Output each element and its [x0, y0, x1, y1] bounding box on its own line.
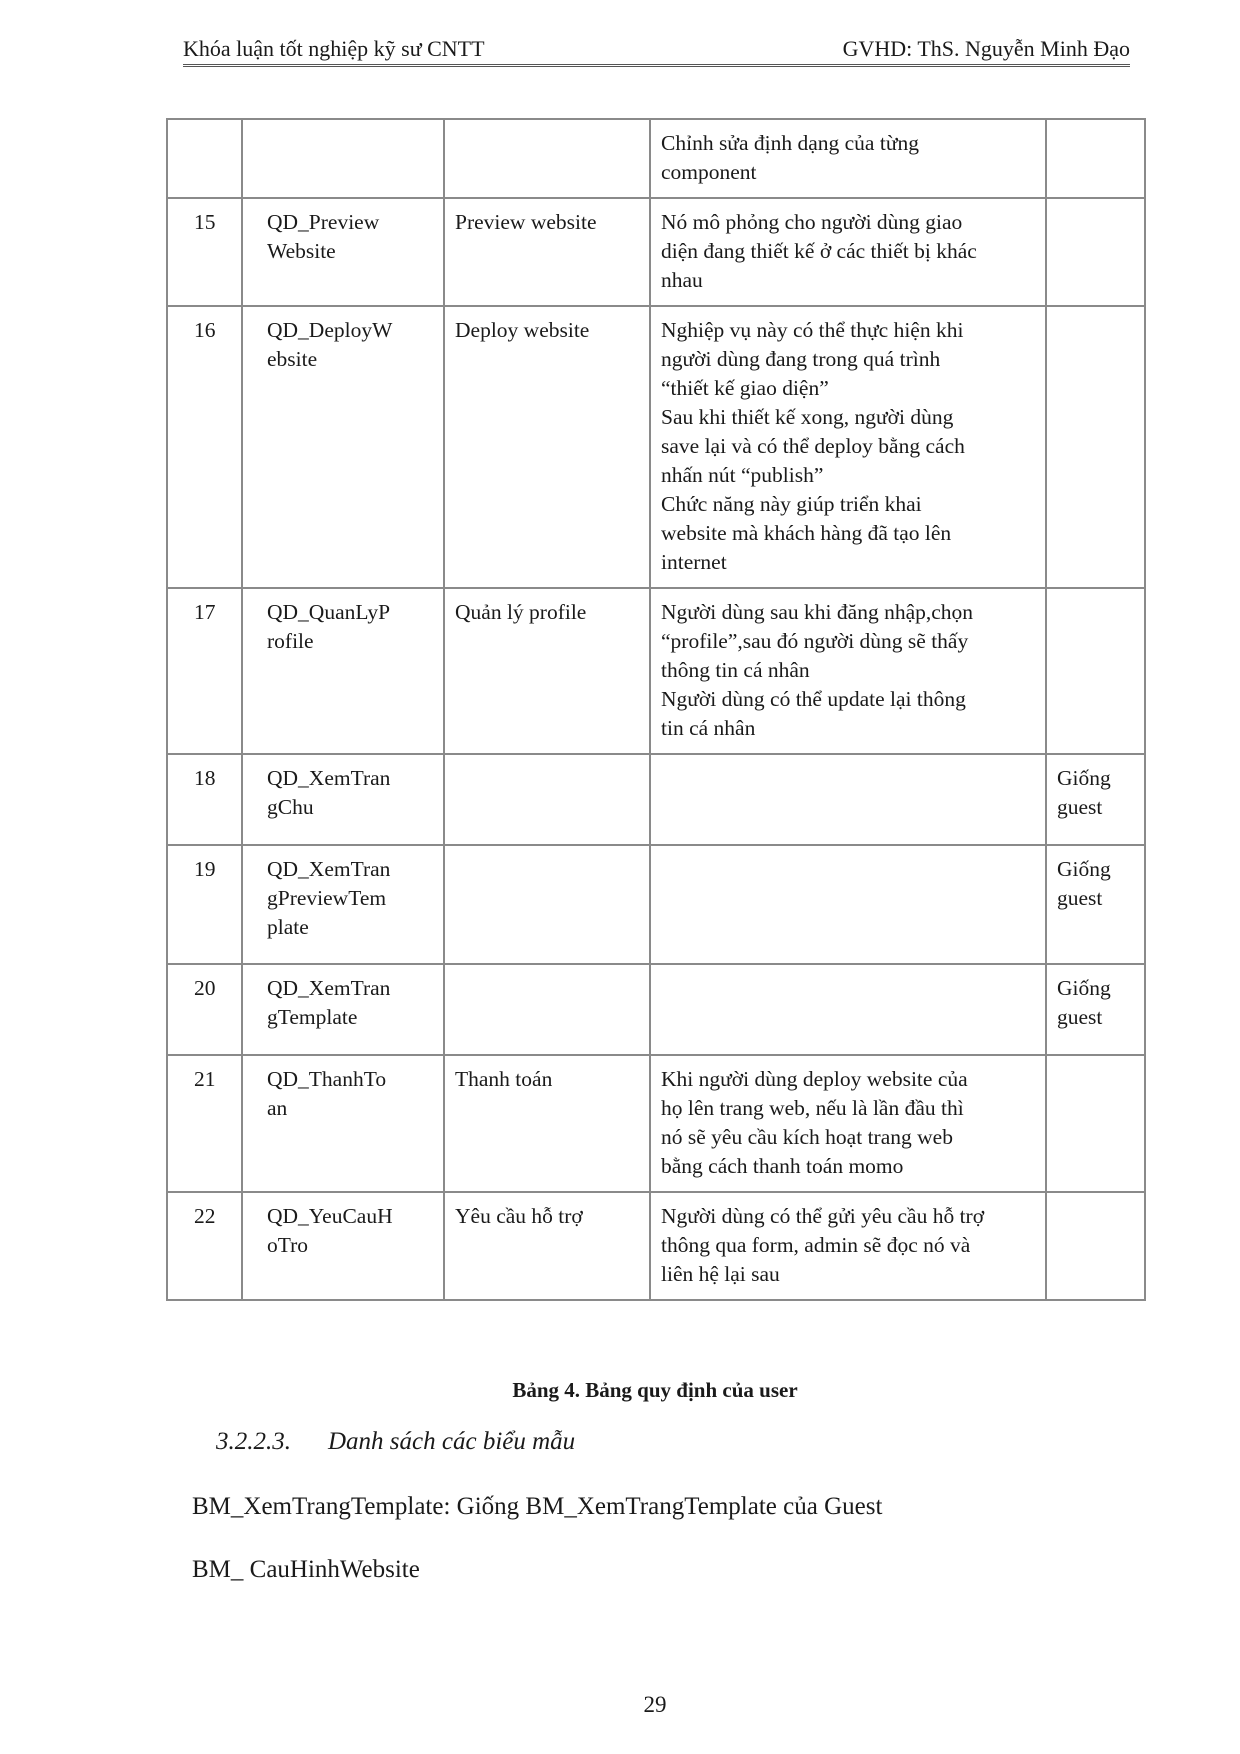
header-thesis-title: Khóa luận tốt nghiệp kỹ sư CNTT [183, 36, 485, 61]
paragraph-form-template: BM_XemTrangTemplate: Giống BM_XemTrangTemplate của Guest [192, 1493, 883, 1520]
subsection-number: 3.2.2.3. [216, 1428, 291, 1455]
cell-rule-name [444, 754, 650, 845]
table-row [167, 1192, 1145, 1300]
cell-rule-name [444, 845, 650, 964]
table-row [167, 306, 1145, 588]
cell-stt: 22 [167, 1192, 242, 1300]
page-number: 29 [643, 1692, 667, 1717]
cell-rule-code: QD_XemTran gPreviewTem plate [242, 845, 444, 964]
cell-rule-code: QD_Preview Website [242, 198, 444, 306]
cell-note [1046, 306, 1145, 588]
table-row [167, 198, 1145, 306]
paragraph-form-config: BM_ CauHinhWebsite [192, 1556, 420, 1583]
cell-note [1046, 588, 1145, 754]
cell-note: Giống guest [1046, 754, 1145, 845]
header-advisor: GVHD: ThS. Nguyễn Minh Đạo [842, 36, 1130, 61]
cell-description [650, 845, 1046, 964]
cell-rule-name: Preview website [444, 198, 650, 306]
cell-description: Nó mô phỏng cho người dùng giao diện đang thiết kế ở các thiết bị khác nhau [650, 198, 1046, 306]
cell-rule-code: QD_YeuCauH oTro [242, 1192, 444, 1300]
table-row [167, 119, 1145, 198]
cell-rule-code: QD_DeployW ebsite [242, 306, 444, 588]
cell-description: Người dùng sau khi đăng nhập,chọn “profile”,sau đó người dùng sẽ thấy thông tin cá nhân Người dùng có thể update lại thông tin cá nhân [650, 588, 1046, 754]
rules-table-body [167, 119, 1145, 1300]
cell-rule-name [444, 964, 650, 1055]
cell-rule-name: Yêu cầu hỗ trợ [444, 1192, 650, 1300]
cell-rule-code: QD_ThanhTo an [242, 1055, 444, 1192]
table-row [167, 588, 1145, 754]
cell-note [1046, 1055, 1145, 1192]
cell-stt: 20 [167, 964, 242, 1055]
cell-description [650, 964, 1046, 1055]
cell-rule-code [242, 119, 444, 198]
subsection-heading [216, 1428, 575, 1456]
cell-rule-code: QD_QuanLyP rofile [242, 588, 444, 754]
cell-stt: 15 [167, 198, 242, 306]
cell-rule-code: QD_XemTran gTemplate [242, 964, 444, 1055]
cell-description: Khi người dùng deploy website của họ lên trang web, nếu là lần đầu thì nó sẽ yêu cầu kích hoạt trang web bằng cách thanh toán momo [650, 1055, 1046, 1192]
cell-stt: 16 [167, 306, 242, 588]
cell-description: Người dùng có thể gửi yêu cầu hỗ trợ thông qua form, admin sẽ đọc nó và liên hệ lại sau [650, 1192, 1046, 1300]
user-rules-table [166, 118, 1146, 1301]
cell-rule-name: Quản lý profile [444, 588, 650, 754]
table-row [167, 845, 1145, 964]
cell-rule-name: Deploy website [444, 306, 650, 588]
table-caption: Bảng 4. Bảng quy định của user [512, 1378, 798, 1402]
page-header [183, 34, 1130, 67]
cell-rule-code: QD_XemTran gChu [242, 754, 444, 845]
cell-note: Giống guest [1046, 845, 1145, 964]
cell-stt: 19 [167, 845, 242, 964]
cell-description [650, 754, 1046, 845]
table-row [167, 964, 1145, 1055]
cell-note [1046, 1192, 1145, 1300]
table-row [167, 754, 1145, 845]
cell-description: Nghiệp vụ này có thể thực hiện khi người dùng đang trong quá trình “thiết kế giao diện” Sau khi thiết kế xong, người dùng save lại và có thể deploy bằng cách nhấn nút “publish” Chức năng này giúp triển khai website mà khách hàng đã tạo lên internet [650, 306, 1046, 588]
table-row [167, 1055, 1145, 1192]
cell-stt: 21 [167, 1055, 242, 1192]
subsection-title: Danh sách các biểu mẫu [328, 1428, 576, 1455]
cell-note: Giống guest [1046, 964, 1145, 1055]
cell-note [1046, 198, 1145, 306]
cell-stt: 18 [167, 754, 242, 845]
cell-rule-name: Thanh toán [444, 1055, 650, 1192]
cell-description: Chỉnh sửa định dạng của từng component [650, 119, 1046, 198]
cell-rule-name [444, 119, 650, 198]
cell-note [1046, 119, 1145, 198]
cell-stt: 17 [167, 588, 242, 754]
cell-stt [167, 119, 242, 198]
